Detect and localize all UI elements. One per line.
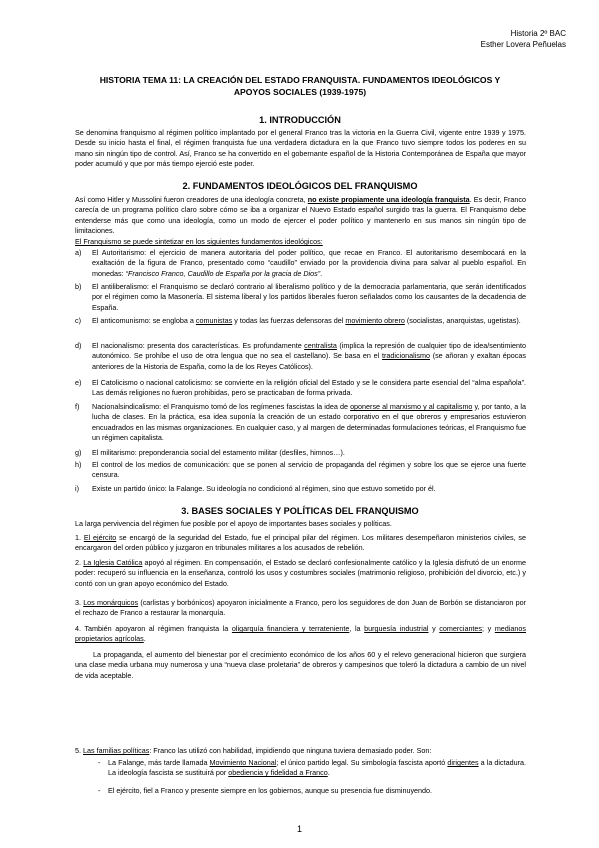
text-run: 2. [75,558,84,567]
list-item-a [75,248,526,279]
header-course: Historia 2º BAC [510,29,566,38]
underlined-text: centralista [304,341,337,350]
section-3-point-2 [75,558,526,589]
dash-bullet: - [98,786,101,795]
text-run: ; y [482,624,495,633]
text-run: El antiliberalismo: el Franquismo se declaró contrario al liberalismo político y de la democracia parlamentaria, que serán identificados por el régimen como la Masonería. El sistema liberal y los partidos liberales fueron señalados como los causantes de la decadencia de España. [92,282,526,312]
text-run: y, por tanto, a la lucha de clases. En la práctica, esa idea suponía la creación de un estado corporativo en el que obreros y empresarios estuvieron encuadrados en las mismas organizaciones. En cualquier caso, y al margen de determinadas formulaciones teóricas, el Franquismo fue un régimen capitalista. [92,402,526,443]
underlined-text: Las familias políticas [83,746,150,755]
text-run: . [143,634,146,644]
list-item-c [75,316,526,326]
section-3-point-3 [75,598,526,619]
list-label: e) [75,378,82,387]
section-1-paragraph: Se denomina franquismo al régimen político implantado por el general Franco tras la victoria en la Guerra Civil, vigente entre 1939 y 1975. Desde su inicio hasta el final, el régimen franquista fue una verdadera dictadura en la que Franco tuvo siempre todos los poderes en su mano sin ningún tipo de control. Así, Franco se ha convertido en el gobernante español de la Historia Contemporánea de España que mayor poder acumuló y que por más tiempo ejerció este poder. [75,128,526,169]
text-run: 1. [75,533,84,542]
list-item-i [75,484,526,494]
text-run: (carlistas y borbónicos) apoyaron inicialmente a Franco, pero los seguidores de don Juan de Borbón se distanciaron por el rechazo de Franco a restaurar la monarquía. [75,598,526,618]
underlined-text: La Iglesia Católica [83,558,143,567]
underlined-text: Movimiento Nacional [209,758,277,767]
underlined-text: movimiento obrero [345,316,405,325]
underlined-text: burguesía industrial [364,624,429,633]
text-run: Existe un partido único: la Falange. Su ideología no condicionó al régimen, sino que estuvo sometido por él. [92,484,436,493]
section-3-point-4 [75,624,526,645]
list-label: g) [75,448,82,457]
page-number: 1 [296,824,302,834]
text-run: . [327,768,330,778]
list-label: c) [75,316,81,325]
underlined-text: medianos propietarios agrícolas [75,624,526,644]
underlined-text: comerciantes [439,624,483,633]
text-run: ; el único partido legal. Su simbología fascista aportó [276,758,448,767]
dash-item-1 [98,758,526,779]
section-3-point-5 [75,746,526,756]
underlined-text: dirigentes [447,758,479,767]
text-run: a la dictadura. La ideología fascista se sustituirá por [108,758,526,778]
list-item-h [75,460,526,481]
section-3-heading: 3. BASES SOCIALES Y POLÍTICAS DEL FRANQUISMO [181,506,419,516]
text-run: , la [349,624,365,633]
text-run: 5. [75,746,83,755]
title-line-1: HISTORIA TEMA 11: LA CREACIÓN DEL ESTADO FRANQUISTA. FUNDAMENTOS IDEOLÓGICOS Y [99,75,501,85]
list-item-e [75,378,526,399]
underlined-text: obediencia y fidelidad a Franco [228,768,328,778]
section-3-point-1 [75,533,526,554]
list-item-f [75,402,526,444]
text-run: El Autoritarismo: el ejercicio de manera autoritaria del poder político, que recae en Franco. El autoritarismo desembocará en la exaltación de la figura de Franco, presentado como “caudillo” enviado por la providencia divina para salvar al pueblo español. En monedas: [92,248,526,278]
text-run: El control de los medios de comunicación: que se ponen al servicio de propaganda del régimen y sobre los que se ejerce una fuerte censura. [92,460,526,480]
text-run: Así como Hitler y Mussolini fueron creadores de una ideología concreta, [75,195,308,204]
list-label: i) [75,484,79,493]
section-1-heading: 1. INTRODUCCIÓN [259,115,341,125]
section-3-intro: La larga pervivencia del régimen fue posible por el apoyo de importantes bases sociales y políticas. [75,519,392,528]
underlined-text: Los monárquicos [83,598,139,607]
text-run: se encargó de la seguridad del Estado, fue el principal pilar del régimen. Los militares desempeñaron ministerios civiles, se encargaron del orden público y juzgaron en tribunales militares a los acusados de rebelión. [75,533,527,553]
text-run: (implica la represión de cualquier tipo de idea/sentimiento autonómico. Se prohíbe el uso de otra lengua que no sea el castellano). Se basa en el [92,341,526,361]
text-run: El ejército, fiel a Franco y presente siempre en los gobiernos, aunque su presencia fue disminuyendo. [108,786,433,795]
underlined-text: El ejército [83,533,117,542]
text-run: El militarismo: preponderancia social del estamento militar (desfiles, himnos…). [92,448,345,457]
dash-bullet: - [98,758,101,767]
text-run: apoyó al régimen. En compensación, el Estado se declaró confesionalmente católico y la Iglesia disfrutó de un enorme poder: recuperó su influencia en la enseñanza, controló los usos y costumbres sociales (matrimonio religioso, prohibición del divorcio, etc.) y contó con un gran apoyo económico del Estado. [75,558,527,588]
text-run: . [320,268,323,278]
section-2-paragraph [75,195,526,237]
underlined-text: oponerse al marxismo y al capitalismo [350,402,473,411]
list-item-d [75,341,526,372]
section-2-heading: 2. FUNDAMENTOS IDEOLÓGICOS DEL FRANQUISMO [182,181,418,191]
text-run: El anticomunismo: se engloba a [92,316,196,325]
emphasis-text: no existe propiamente una ideología franquista [307,195,470,204]
list-item-g [75,448,526,458]
text-run: : Franco las utilizó con habilidad, impidiendo que ninguna tuviera demasiado poder. Son: [149,746,432,755]
quote-text: “Francisco Franco, Caudillo de España por la gracia de Dios” [125,268,321,278]
document-title [75,74,525,98]
text-run: 4. También apoyaron al régimen franquista la [75,624,232,633]
underlined-text: tradicionalismo [382,351,430,361]
list-label: d) [75,341,82,350]
text-run: y todas las fuerzas defensoras del [232,316,346,325]
text-run: La Falange, más tarde llamada [108,758,210,767]
text-run: (se añoran y exaltan épocas anteriores de la Historia de España, como la de los Reyes Católicos). [92,351,526,371]
title-line-2: APOYOS SOCIALES (1939-1975) [233,87,367,97]
page-header [481,28,566,50]
text-run: 3. [75,598,84,607]
text-run: Nacionalsindicalismo: el Franquismo tomó de los regímenes fascistas la idea de [92,402,351,411]
list-label: f) [75,402,80,411]
text-run: . Es decir, Franco carecía de un programa político claro sobre cómo se iba a organizar el Nuevo Estado español surgido tras la guerra. El Franquismo debe entenderse más que como una ideología, como un modo de ejercer el poder político y mantenerlo en sus manos sin ningún tipo de limitaciones. [75,195,526,236]
text-run: (socialistas, anarquistas, ugetistas). [404,316,521,325]
list-label: a) [75,248,82,257]
list-label: h) [75,460,82,469]
text-run: y [428,624,440,633]
text-run: El Catolicismo o nacional catolicismo: se convierte en la religión oficial del Estado y se le considera parte esencial del “alma española”. Las demás religiones no fueron prohibidas, pero se practicaban de forma privada. [92,378,526,398]
section-2-intro: El Franquismo se puede sintetizar en los siguientes fundamentos ideológicos: [75,237,323,246]
list-label: b) [75,282,82,291]
text-run: El nacionalismo: presenta dos características. Es profundamente [92,341,305,350]
section-3-paragraph: La propaganda, el aumento del bienestar por el crecimiento económico de los años 60 y el relevo generacional hicieron que surgiera una clase media urbana muy numerosa y una “nueva clase proletaria” de obreros y campesinos que toleró la dictadura a cambio de un nivel de vida aceptable. [75,650,526,680]
underlined-text: oligarquía financiera y terrateniente [231,624,350,633]
dash-item-2 [98,786,526,796]
header-author: Esther Lovera Peñuelas [480,40,566,49]
underlined-text: comunistas [195,316,233,325]
list-item-b [75,282,526,313]
